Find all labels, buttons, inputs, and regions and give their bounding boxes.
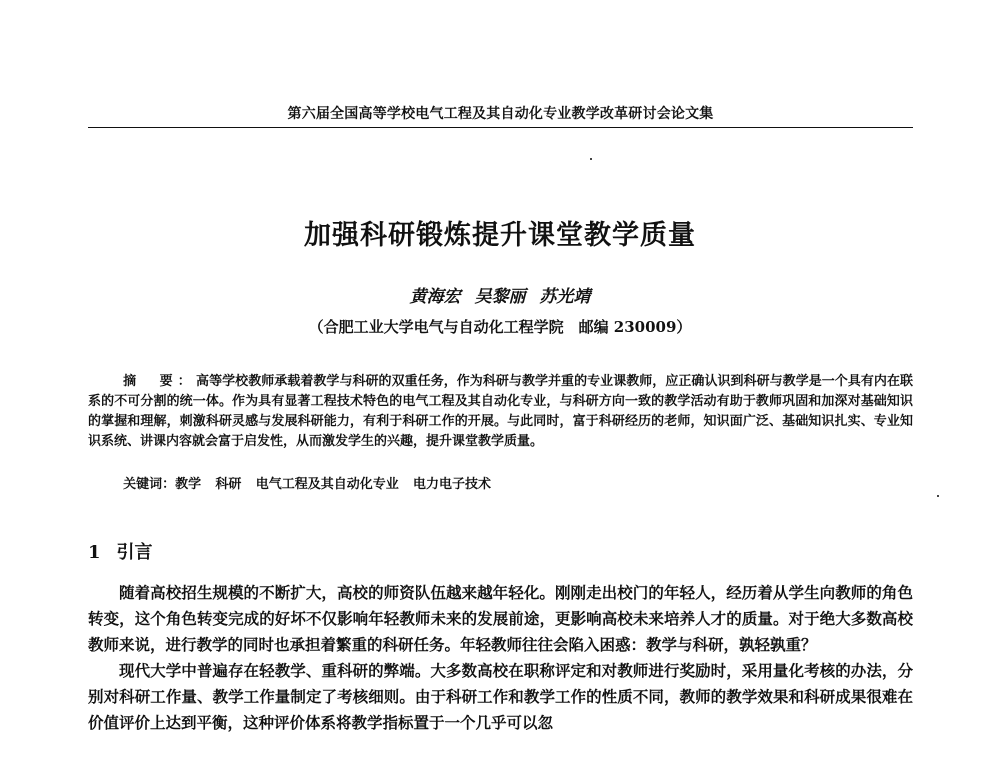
header-rule xyxy=(88,127,913,128)
body-paragraph: 随着高校招生规模的不断扩大，高校的师资队伍越来越年轻化。刚刚走出校门的年轻人，经历着从学生向教师的角色转变，这个角色转变完成的好坏不仅影响年轻教师未来的发展前途，更影响高校未来培养人才的质量。对于绝大多数高校教师来说，进行教学的同时也承担着繁重的科研任务。年轻教师往往会陷入困惑：教学与科研，孰轻孰重？ xyxy=(88,583,913,654)
keywords xyxy=(88,475,913,495)
running-header: 第六届全国高等学校电气工程及其自动化专业教学改革研讨会论文集 xyxy=(287,106,714,122)
body-paragraph: 现代大学中普遍存在轻教学、重科研的弊端。大多数高校在职称评定和对教师进行奖励时，采用量化考核的办法，分别对科研工作量、教学工作量制定了考核细则。由于科研工作和教学工作的性质不同，教师的教学效果和科研成果很难在价值评价上达到平衡，这种评价体系将教学指标置于一个几乎可以忽 xyxy=(88,661,913,732)
author-name: 苏光靖 xyxy=(539,287,591,307)
keyword: 电气工程及其自动化专业 xyxy=(255,477,399,492)
abstract-text: 高等学校教师承载着教学与科研的双重任务，作为科研与教学并重的专业课教师，应正确认识到科研与教学是一个具有内在联系的不可分割的统一体。作为具有显著工程技术特色的电气工程及其自动化专业，与科研方向一致的教学活动有助于教师巩固和加深对基础知识的掌握和理解，刺激科研灵感与发展科研能力，有利于科研工作的开展。与此同时，富于科研经历的老师，知识面广泛、基础知识扎实、专业知识系统、讲课内容就会富于启发性，从而激发学生的兴趣，提升课堂教学质量。 xyxy=(88,374,913,449)
author-affiliation: （合肥工业大学电气与自动化工程学院 邮编 230009） xyxy=(308,318,692,336)
keywords-label: 关键词： xyxy=(123,477,176,492)
body-text xyxy=(88,580,913,736)
abstract-label: 摘 要： xyxy=(123,374,197,389)
section-heading xyxy=(88,540,153,566)
keyword: 科研 xyxy=(215,477,242,492)
author-list xyxy=(0,284,1000,310)
paper-title: 加强科研锻炼提升课堂教学质量 xyxy=(304,220,696,251)
section-number: 1 xyxy=(88,542,101,563)
author-name: 黄海宏 xyxy=(409,287,461,307)
scan-speck xyxy=(590,158,592,160)
keyword: 电力电子技术 xyxy=(413,477,492,492)
abstract xyxy=(88,372,913,452)
author-name: 吴黎丽 xyxy=(474,287,526,307)
keyword: 教学 xyxy=(175,477,202,492)
section-title: 引言 xyxy=(116,542,153,563)
scan-speck xyxy=(937,495,939,497)
